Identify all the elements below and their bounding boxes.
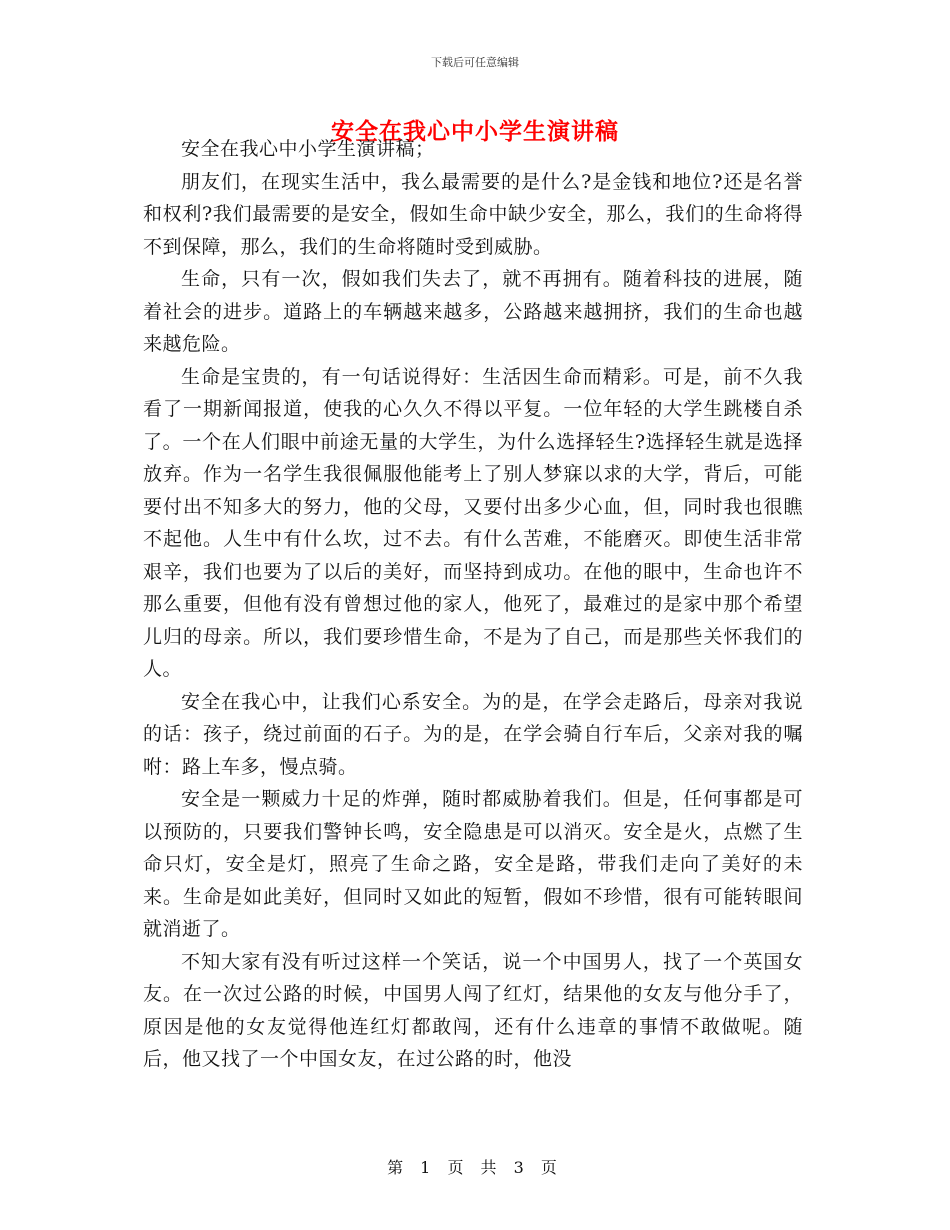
paragraph: 生命是宝贵的，有一句话说得好：生活因生命而精彩。可是，前不久我看了一期新闻报道，使我的心久久不得以平复。一位年轻的大学生跳楼自杀了。一个在人们眼中前途无量的大学生，为什么选择轻生?选择轻生就是选择放弃。作为一名学生我很佩服他能考上了别人梦寐以求的大学，背后，可能要付出不知多大的努力，他的父母，又要付出多少心血，但，同时我也很瞧不起他。人生中有什么坎，过不去。有什么苦难，不能磨灭。即使生活非常艰辛，我们也要为了以后的美好，而坚持到成功。在他的眼中，生命也许不那么重要，但他有没有曾想过他的家人，他死了，最难过的是家中那个希望儿归的母亲。所以，我们要珍惜生命，不是为了自己，而是那些关怀我们的人。	[143, 365, 803, 680]
page-header-note: 下载后可任意编辑	[431, 56, 519, 69]
document-title: 安全在我心中小学生演讲稿	[331, 118, 619, 145]
paragraph: 朋友们，在现实生活中，我么最需要的是什么?是金钱和地位?还是名誉和权利?我们最需要的是安全，假如生命中缺少安全，那么，我们的生命将得不到保障，那么，我们的生命将随时受到威胁。	[143, 170, 803, 258]
paragraph: 安全在我心中小学生演讲稿；	[181, 138, 435, 160]
document-body	[143, 133, 803, 1076]
paragraph: 安全是一颗威力十足的炸弹，随时都威胁着我们。但是，任何事都是可以预防的，只要我们警钟长鸣，安全隐患是可以消灭。安全是火，点燃了生命只灯，安全是灯，照亮了生命之路，安全是路，带我们走向了美好的未来。生命是如此美好，但同时又如此的短暂，假如不珍惜，很有可能转眼间就消逝了。	[143, 788, 803, 940]
page-number-footer: 第 1 页 共 3 页	[387, 1158, 563, 1177]
paragraph: 安全在我心中，让我们心系安全。为的是，在学会走路后，母亲对我说的话：孩子，绕过前面的石子。为的是，在学会骑自行车后，父亲对我的嘱咐：路上车多，慢点骑。	[143, 690, 803, 778]
paragraph: 不知大家有没有听过这样一个笑话，说一个中国男人，找了一个英国女友。在一次过公路的时候，中国男人闯了红灯，结果他的女友与他分手了，原因是他的女友觉得他连红灯都敢闯，还有什么违章的事情不敢做呢。随后，他又找了一个中国女友，在过公路的时，他没	[143, 950, 803, 1070]
paragraph: 生命，只有一次，假如我们失去了，就不再拥有。随着科技的进展，随着社会的进步。道路上的车辆越来越多，公路越来越拥挤，我们的生命也越来越危险。	[143, 268, 803, 355]
